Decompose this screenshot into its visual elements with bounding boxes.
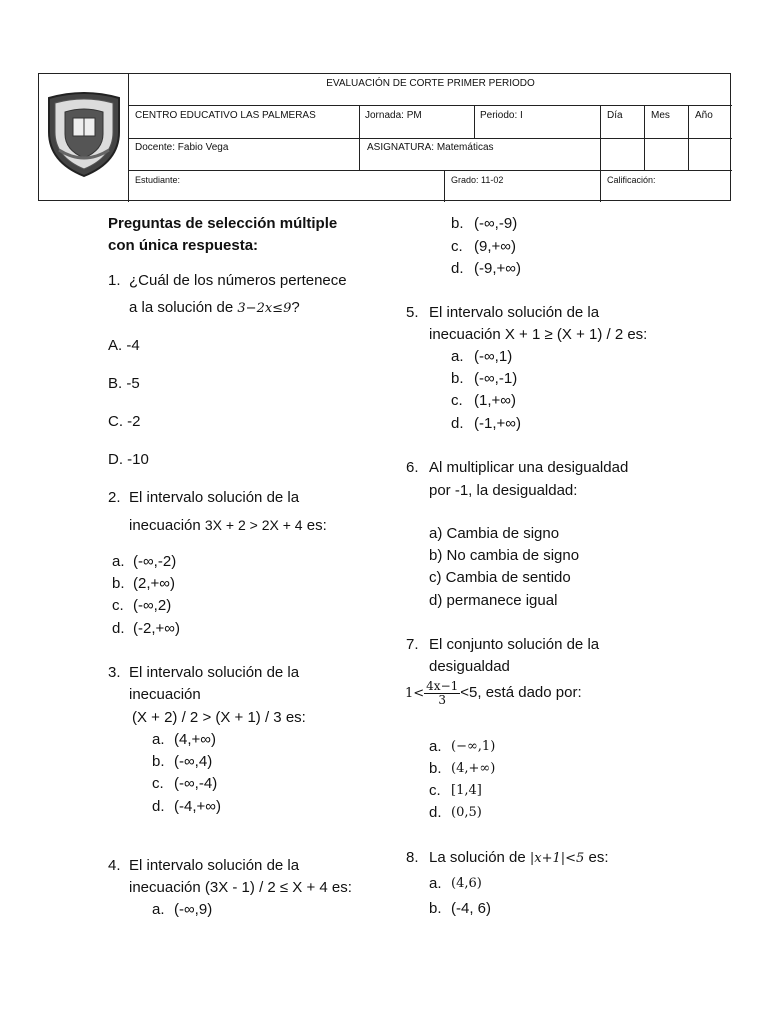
q2-option-b: (2,+∞) <box>133 575 175 592</box>
q6-option-b: b) No cambia de signo <box>429 547 580 564</box>
q7-option-c: [1,4] <box>451 783 482 798</box>
q5-option-c: (1,+∞) <box>474 392 516 409</box>
header-title: EVALUACIÓN DE CORTE PRIMER PERIODO <box>326 78 535 89</box>
q7-line-2: desigualdad <box>429 658 510 675</box>
q3-line-1: El intervalo solución de la <box>129 664 300 681</box>
intro-line-1: Preguntas de selección múltiple <box>108 215 338 232</box>
q3-option-d: (-4,+∞) <box>174 798 221 815</box>
q1-number: 1. <box>108 272 121 289</box>
q1-expression: 3−2x≤9 <box>237 301 292 316</box>
q6-option-d: d) permanece igual <box>429 592 558 609</box>
q3-option-a-letter: a. <box>152 731 165 748</box>
q3-line-3: (X + 2) / 2 > (X + 1) / 3 es: <box>132 709 306 726</box>
calificacion-field: Calificación: <box>607 175 656 185</box>
q2-number: 2. <box>108 489 121 506</box>
q4-line-1: El intervalo solución de la <box>129 857 300 874</box>
q2-option-a: (-∞,-2) <box>133 553 177 570</box>
q5-option-d-letter: d. <box>451 415 464 432</box>
q1-line-2: a la solución de 3−2x≤9? <box>129 299 300 316</box>
q4-number: 4. <box>108 857 121 874</box>
q1-option-d: D. -10 <box>108 451 149 468</box>
q8-expression: |x+1|<5 <box>529 851 585 866</box>
q8-option-a-letter: a. <box>429 875 442 892</box>
q5-option-c-letter: c. <box>451 392 463 409</box>
docente-field: Docente: Fabio Vega <box>135 142 229 153</box>
q6-line-2: por -1, la desigualdad: <box>429 482 578 499</box>
q3-line-2: inecuación <box>129 686 201 703</box>
q7-option-d-letter: d. <box>429 804 442 821</box>
q5-option-b: (-∞,-1) <box>474 370 518 387</box>
q5-option-b-letter: b. <box>451 370 464 387</box>
q2-line-1: El intervalo solución de la <box>129 489 300 506</box>
q7-option-d: (0,5) <box>451 805 482 820</box>
q4-option-c: (9,+∞) <box>474 238 516 255</box>
q8-option-a: (4,6) <box>451 876 482 891</box>
q4-option-a: (-∞,9) <box>174 901 213 918</box>
q4-line-2: inecuación (3X - 1) / 2 ≤ X + 4 es: <box>129 879 352 896</box>
q3-option-c-letter: c. <box>152 775 164 792</box>
q2-option-c: (-∞,2) <box>133 597 172 614</box>
q8-number: 8. <box>406 849 419 866</box>
q7-option-b: (4,+∞) <box>451 761 496 776</box>
q3-option-b: (-∞,4) <box>174 753 213 770</box>
q5-number: 5. <box>406 304 419 321</box>
q1-option-a: A. -4 <box>108 337 140 354</box>
q3-option-a: (4,+∞) <box>174 731 216 748</box>
q8-option-b-letter: b. <box>429 900 442 917</box>
q7-line-1: El conjunto solución de la <box>429 636 600 653</box>
q4-option-d: (-9,+∞) <box>474 260 521 277</box>
mes-label: Mes <box>651 110 670 121</box>
intro-line-2: con única respuesta: <box>108 237 259 254</box>
q2-line-2: inecuación 3X + 2 > 2X + 4 es: <box>129 517 327 534</box>
asignatura-field: ASIGNATURA: Matemáticas <box>367 142 494 153</box>
q4-option-b-letter: b. <box>451 215 464 232</box>
q5-option-a-letter: a. <box>451 348 464 365</box>
school-crest-icon <box>45 92 123 178</box>
q5-option-d: (-1,+∞) <box>474 415 521 432</box>
q7-option-c-letter: c. <box>429 782 441 799</box>
header-table <box>38 73 731 201</box>
q2-option-d: (-2,+∞) <box>133 620 180 637</box>
q7-fraction: $\frac{4x-1}{3}$ <box>426 678 459 707</box>
q2-option-a-letter: a. <box>112 553 125 570</box>
q6-option-a: a) Cambia de signo <box>429 525 560 542</box>
q1-option-b: B. -5 <box>108 375 140 392</box>
q7-number: 7. <box>406 636 419 653</box>
q5-line-1: El intervalo solución de la <box>429 304 600 321</box>
estudiante-field: Estudiante: <box>135 175 181 185</box>
q4-option-a-letter: a. <box>152 901 165 918</box>
q7-option-a: (−∞,1) <box>451 739 496 754</box>
q3-option-b-letter: b. <box>152 753 165 770</box>
q7-option-a-letter: a. <box>429 738 442 755</box>
q2-option-b-letter: b. <box>112 575 125 592</box>
q5-line-2: inecuación X + 1 ≥ (X + 1) / 2 es: <box>429 326 648 343</box>
q7-option-b-letter: b. <box>429 760 442 777</box>
grado-field: Grado: 11-02 <box>451 175 504 185</box>
q5-option-a: (-∞,1) <box>474 348 513 365</box>
school-name: CENTRO EDUCATIVO LAS PALMERAS <box>135 110 316 121</box>
anio-label: Año <box>695 110 713 121</box>
q8-line-1: La solución de |x+1|<5 es: <box>429 849 609 866</box>
periodo-field: Periodo: I <box>480 110 523 121</box>
q6-option-c: c) Cambia de sentido <box>429 569 571 586</box>
q4-option-c-letter: c. <box>451 238 463 255</box>
q3-option-c: (-∞,-4) <box>174 775 218 792</box>
q6-line-1: Al multiplicar una desigualdad <box>429 459 629 476</box>
dia-label: Día <box>607 110 623 121</box>
q7-inequality: 1< $\frac{4x-1}{3}$ <5, está dado por: <box>405 678 582 707</box>
q4-option-d-letter: d. <box>451 260 464 277</box>
q3-option-d-letter: d. <box>152 798 165 815</box>
q8-option-b: (-4, 6) <box>451 900 492 917</box>
q6-number: 6. <box>406 459 419 476</box>
q3-number: 3. <box>108 664 121 681</box>
q1-option-c: C. -2 <box>108 413 141 430</box>
q4-option-b: (-∞,-9) <box>474 215 518 232</box>
q2-option-d-letter: d. <box>112 620 125 637</box>
q2-option-c-letter: c. <box>112 597 124 614</box>
q1-line-1: ¿Cuál de los números pertenece <box>129 272 347 289</box>
jornada-field: Jornada: PM <box>365 110 422 121</box>
